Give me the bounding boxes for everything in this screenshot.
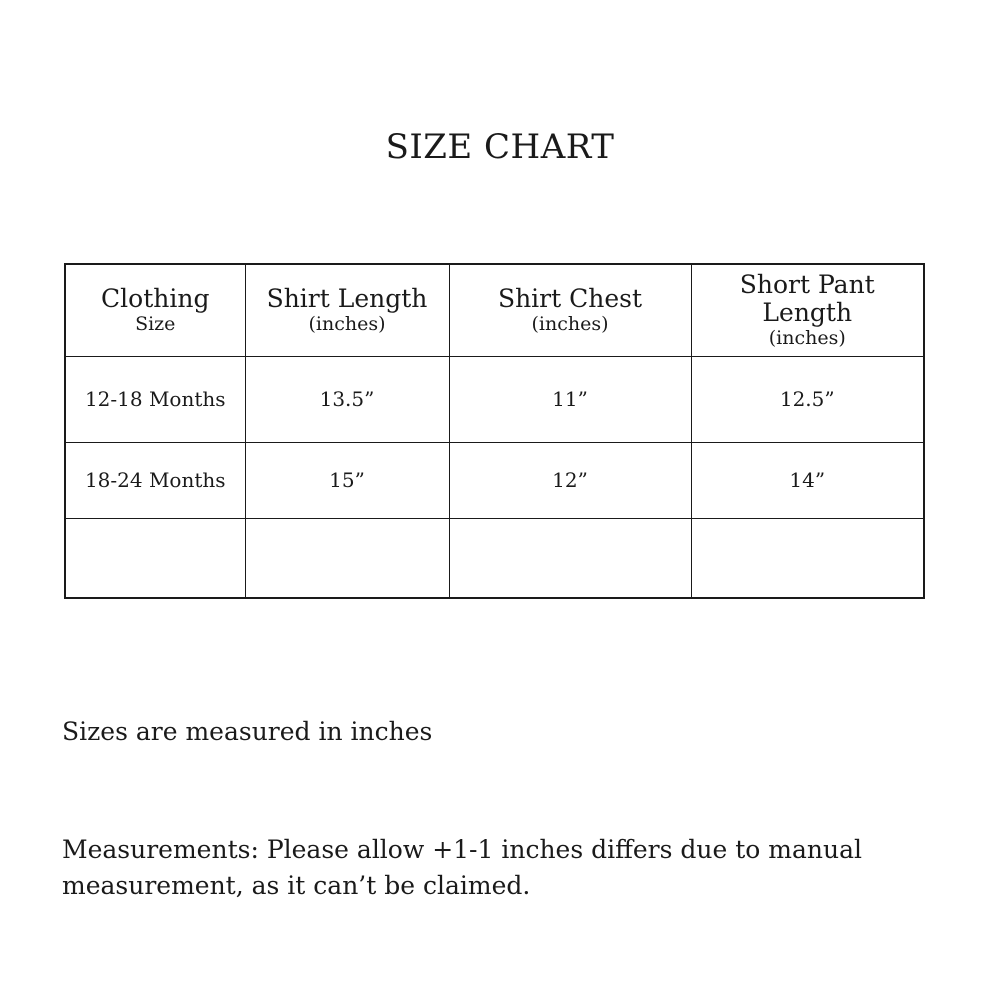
measurements-note: Measurements: Please allow +1-1 inches differs due to manual measurement, as it can’t be claimed. bbox=[62, 835, 863, 900]
table-cell-shirt-length bbox=[245, 518, 449, 598]
table-cell-shirt-chest: 11” bbox=[449, 356, 691, 442]
table-cell-shirt-length: 15” bbox=[245, 442, 449, 518]
header-sub-label: (inches) bbox=[308, 313, 386, 336]
table-cell-size: 18-24 Months bbox=[65, 442, 245, 518]
header-short-pant-length bbox=[691, 264, 924, 356]
header-main-label: Shirt Length bbox=[266, 284, 428, 314]
header-main-label: Short Pant Length bbox=[739, 270, 875, 328]
table-row bbox=[65, 518, 924, 598]
table-header-row bbox=[65, 264, 924, 356]
table-cell-short-pant-length bbox=[691, 518, 924, 598]
header-clothing-size bbox=[65, 264, 245, 356]
header-shirt-chest bbox=[449, 264, 691, 356]
table-cell-shirt-chest bbox=[449, 518, 691, 598]
table-cell-short-pant-length: 12.5” bbox=[691, 356, 924, 442]
table-cell-shirt-chest: 12” bbox=[449, 442, 691, 518]
table-cell-short-pant-length: 14” bbox=[691, 442, 924, 518]
header-sub-label: (inches) bbox=[768, 327, 846, 350]
table-cell-shirt-length: 13.5” bbox=[245, 356, 449, 442]
table-row bbox=[65, 356, 924, 442]
table-cell-size: 12-18 Months bbox=[65, 356, 245, 442]
header-main-label: Shirt Chest bbox=[497, 284, 643, 314]
page-title: SIZE CHART bbox=[385, 127, 615, 167]
header-sub-label: (inches) bbox=[531, 313, 609, 336]
header-sub-label: Size bbox=[135, 313, 176, 336]
table-row bbox=[65, 442, 924, 518]
units-note: Sizes are measured in inches bbox=[62, 717, 433, 746]
header-main-label: Clothing bbox=[101, 284, 210, 314]
header-shirt-length bbox=[245, 264, 449, 356]
table-cell-size bbox=[65, 518, 245, 598]
size-chart-table bbox=[64, 263, 925, 599]
